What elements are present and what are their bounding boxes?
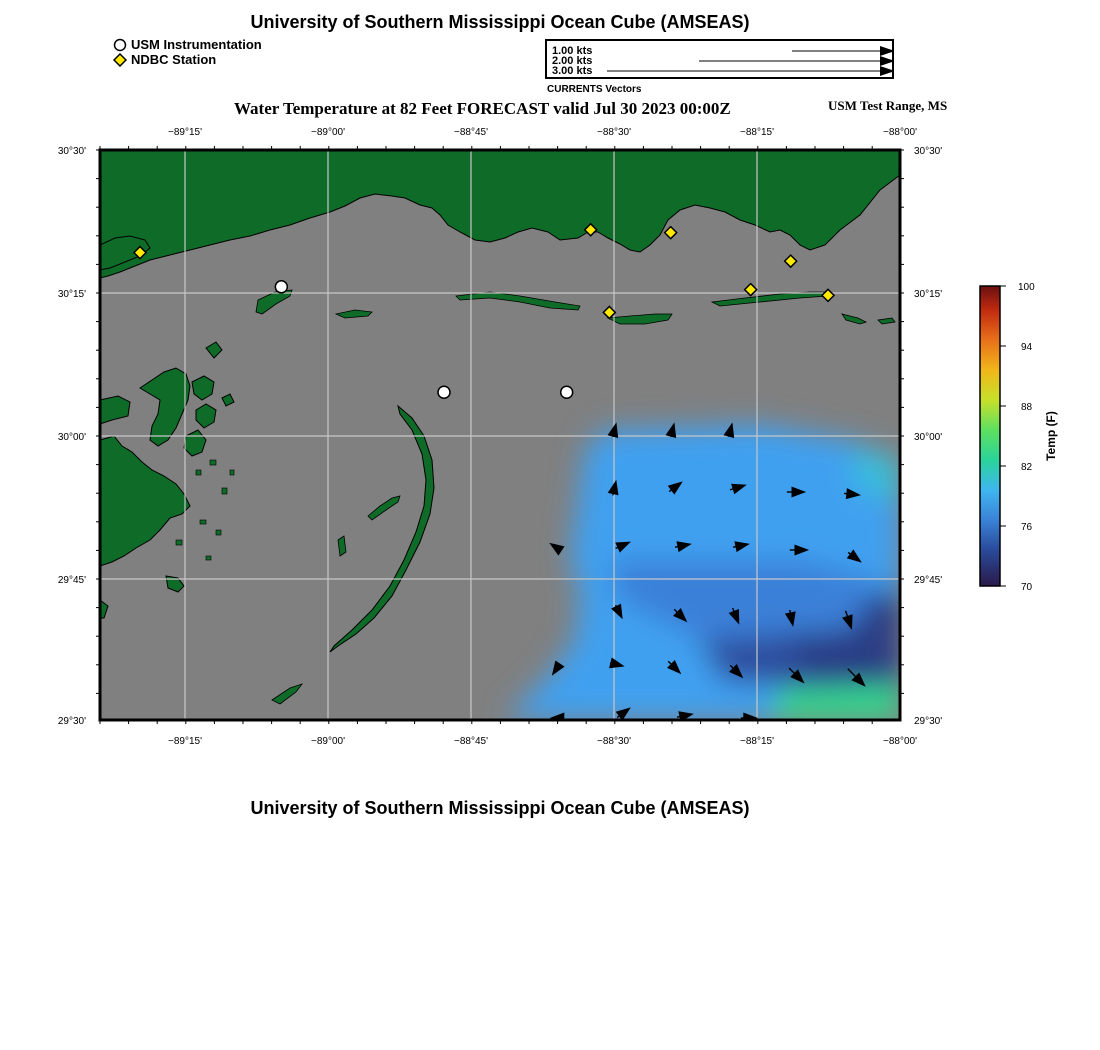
lon-labels-top: [168, 127, 917, 138]
lat-labels-left: [58, 146, 86, 727]
vector-key-2kt: 2.00 kts: [552, 55, 593, 67]
lon-label: −89°15': [168, 127, 202, 138]
map-subtitle: Water Temperature at 82 Feet FORECAST valid Jul 30 2023 00:00Z: [234, 99, 731, 118]
lon-labels-bottom: [168, 736, 917, 747]
lat-label: 30°30': [914, 146, 943, 157]
lon-label: −89°15': [168, 736, 202, 747]
lon-label: −89°00': [311, 736, 345, 747]
legend-ndbc-label: NDBC Station: [131, 52, 217, 67]
lon-label: −88°45': [454, 736, 488, 747]
map-area: [100, 150, 900, 723]
footer-title: University of Southern Mississippi Ocean Cube (AMSEAS): [250, 798, 750, 818]
colorbar-gradient: [980, 286, 1000, 586]
lat-label: 29°30': [914, 716, 943, 727]
map-title: University of Southern Mississippi Ocean Cube (AMSEAS): [250, 12, 750, 32]
colorbar-tick: 70: [1021, 582, 1033, 593]
lon-label: −88°45': [454, 127, 488, 138]
legend-usm-label: USM Instrumentation: [131, 37, 262, 52]
lat-label: 30°00': [57, 432, 86, 443]
colorbar-tick: 76: [1021, 522, 1033, 533]
region-label: USM Test Range, MS: [828, 98, 948, 113]
colorbar-label: Temp (F): [1044, 411, 1058, 461]
lat-label: 29°30': [57, 716, 86, 727]
colorbar-tick: 82: [1021, 462, 1033, 473]
lon-label: −88°30': [597, 127, 631, 138]
lon-label: −88°30': [597, 736, 631, 747]
lat-label: 30°30': [57, 146, 86, 157]
lat-label: 30°00': [914, 432, 943, 443]
vector-key-3kt: 3.00 kts: [552, 65, 593, 77]
colorbar-tick: 100: [1018, 282, 1035, 293]
usm-instrument-marker: [561, 386, 573, 398]
lon-label: −88°15': [740, 736, 774, 747]
lon-label: −89°00': [311, 127, 345, 138]
vector-key-caption: CURRENTS Vectors: [547, 84, 642, 95]
colorbar-tick: 88: [1021, 402, 1033, 413]
colorbar-tick: 94: [1021, 342, 1033, 353]
lat-labels-right: [914, 146, 942, 727]
lon-label: −88°15': [740, 127, 774, 138]
colorbar: [980, 282, 1058, 593]
lat-label: 30°15': [57, 289, 86, 300]
usm-instrument-marker: [275, 281, 287, 293]
lon-label: −88°00': [883, 736, 917, 747]
vector-key-1kt: 1.00 kts: [552, 45, 593, 57]
lat-label: 29°45': [914, 575, 943, 586]
lat-label: 29°45': [57, 575, 86, 586]
usm-instrument-marker: [438, 386, 450, 398]
lat-label: 30°15': [914, 289, 943, 300]
lon-label: −88°00': [883, 127, 917, 138]
